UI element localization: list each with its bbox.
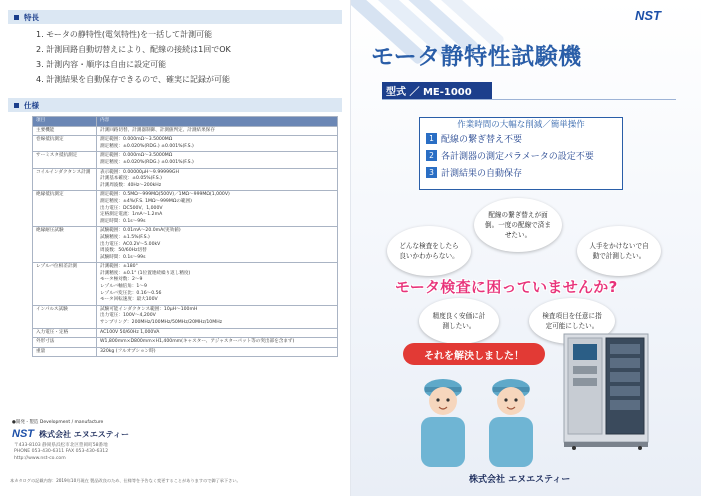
spec-line: 試験時間：0.1s～99s (100, 254, 146, 260)
spec-header-content: 内容 (97, 117, 338, 127)
spec-line: 320kg (フルオプション時) (100, 348, 156, 354)
spec-row (33, 168, 338, 191)
spec-item-content (97, 305, 338, 328)
spec-line: モータ極対数：2～9 (100, 277, 143, 283)
nst-logo: NST (12, 428, 34, 440)
spec-heading: 仕様 (24, 100, 39, 110)
feature-item: 3. 計測内容・順序は自由に設定可能 (36, 60, 167, 69)
feature-item: 2. 計測回路自動切替えにより、配線の接続は1回でOK (36, 45, 231, 54)
product-title: モータ静特性試験機 (371, 44, 582, 70)
spec-line: 測定範囲：0.000mΩ～3.5000MΩ (100, 137, 173, 143)
spec-row (33, 126, 338, 136)
spec-line: サンプリング：200MHz/100MHz/50MHz/20MHz/10MHz (100, 320, 223, 326)
model-label: 型式 ／ ME-1000 (382, 82, 492, 99)
features-list (36, 27, 336, 87)
feature-item: 1. モータの静特性(電気特性)を一括して計測可能 (36, 30, 213, 39)
spec-item-content (97, 338, 338, 348)
spec-row (33, 136, 338, 152)
concern-bubble-accuracy (419, 298, 499, 344)
nst-logo: NST (635, 8, 661, 23)
benefit-item (426, 149, 616, 162)
features-heading-bar (8, 10, 342, 24)
spec-line: レゾルバ軸倍角：1～9 (100, 284, 147, 290)
spec-row (33, 347, 338, 357)
spec-line: 計測周波数：40Hz～200kHz (100, 182, 162, 188)
benefit-number: 1 (426, 133, 437, 144)
website-link[interactable]: http://www.nst-co.com (14, 455, 66, 461)
address-line: 〒433-8103 静岡県浜松市北区豊岡町58番地 (14, 443, 108, 448)
spec-line: 周波数：50/60Hz切替 (100, 248, 147, 254)
spec-line: 出力電圧：DC500V、1,000V (100, 205, 163, 211)
company-name: 株式会社 エヌエスティー (39, 429, 129, 439)
spec-row (33, 191, 338, 227)
spec-line: 計測範囲：±180° (100, 264, 138, 270)
spec-item-name: 入力電圧・定格 (33, 328, 97, 338)
problem-banner: モータ検査に困っていませんか? (395, 278, 618, 296)
benefit-item (426, 166, 616, 179)
spec-row (33, 328, 338, 338)
spec-row (33, 263, 338, 306)
workers-illustration (403, 367, 553, 467)
spec-line: 測定精度：±0.020%(RDG.) ±0.001%(F.S.) (100, 143, 194, 149)
concern-text: 精度良く安価に計測したい。 (432, 312, 486, 330)
feature-item: 4. 計測結果を自動保存できるので、確実に記録が可能 (36, 75, 231, 84)
spec-heading-bar (8, 98, 342, 112)
spec-line: 出力電圧：100V～4,200V (100, 313, 156, 319)
spec-line: 出力電圧：AC0.2V～5.00kV (100, 241, 161, 247)
phone-line: PHONE 053-430-6311 FAX 053-430-6312 (14, 449, 109, 455)
spec-item-name: 重量 (33, 347, 97, 357)
spec-line: 測定精度：±4%(F.S. 1MΩ～999MΩの範囲) (100, 198, 192, 204)
maker-logo-block (12, 428, 129, 440)
spec-line: 試験範囲：0.01mA～20.0mA(実効値) (100, 228, 181, 234)
spec-item-content (97, 263, 338, 306)
spec-row (33, 227, 338, 263)
benefit-text: 計測結果の自動保存 (441, 169, 523, 179)
benefit-item (426, 132, 616, 145)
spec-line: 測定精度：±0.020%(RDG.) ±0.001%(F.S.) (100, 159, 194, 165)
spec-item-name: インパルス試験 (33, 305, 97, 328)
spec-line: 計測基本確度：±0.05%(F.S.) (100, 176, 162, 182)
model-underline (382, 99, 676, 100)
spec-item-name: コイルインダクタンス計測 (33, 168, 97, 191)
spec-item-content (97, 347, 338, 357)
address-block (14, 443, 108, 462)
spec-line: 測定時間：0.1s～99s (100, 218, 146, 224)
spec-line: 測定範囲：0.5MΩ～999MΩ(500V)／1MΩ～999MΩ(1,000V) (100, 192, 230, 198)
spec-row (33, 338, 338, 348)
footnote: 本カタログの記載内容：2019年10月現在 製品改良のため、仕様等を予告なく変更することがありますので御了承下さい。 (10, 478, 241, 483)
spec-line: 試験可能インダクタンス範囲：10μH～100mH (100, 306, 198, 312)
operation-benefits-heading (419, 112, 623, 130)
test-machine-image (562, 330, 652, 450)
spec-line: 定格測定電流：1mA～1.2mA (100, 212, 163, 218)
spec-item-content (97, 168, 338, 191)
operation-benefits-heading-text: 作業時間の大幅な削減／簡単操作 (453, 120, 589, 130)
spec-item-name: 絶縁耐圧試験 (33, 227, 97, 263)
spec-line: 計測精度：±0.1° (1位置連続繰り返し精度) (100, 270, 191, 276)
benefit-text: 配線の繋ぎ替え不要 (441, 135, 523, 145)
concern-bubble-automation (577, 226, 661, 276)
benefit-number: 2 (426, 150, 437, 161)
spec-line: 試験精度：±1.5%(F.S.) (100, 234, 150, 240)
spec-item-content (97, 152, 338, 168)
square-bullet-icon (14, 103, 19, 108)
concern-bubble-wiring (474, 198, 562, 252)
spec-line: 計測回路切替、計測器制御、計測値判定、計測結果保存 (100, 127, 215, 133)
spec-line: AC100V 50/60Hz 1,000VA (100, 329, 160, 335)
cover-page (351, 0, 701, 496)
spec-item-content (97, 328, 338, 338)
spec-line: モータ回転速度：最大100V (100, 297, 158, 303)
spec-line: 表示範囲：0.00000μH～9.99999GH (100, 169, 179, 175)
spec-line: 測定範囲：0.000mΩ～3.5000MΩ (100, 153, 173, 159)
solution-banner: それを解決しました！ (403, 343, 545, 365)
company-name: 株式会社 エヌエスティー (469, 475, 571, 485)
spec-header-item: 項目 (33, 117, 97, 127)
spec-page (0, 0, 350, 496)
spec-item-content (97, 227, 338, 263)
spec-item-name: 主要機能 (33, 126, 97, 136)
spec-item-name: サーミスタ抵抗測定 (33, 152, 97, 168)
features-heading: 特長 (24, 12, 39, 22)
benefit-text: 各計測器の測定パラメータの設定不要 (441, 152, 594, 162)
spec-line: W1,800mm×D800mm×H1,400mm(キャスター、アジャスターパット等の突出部を含まず) (100, 339, 295, 345)
concern-text: 配線の繋ぎ替えが面倒。一度の配線で済ませたい。 (485, 211, 551, 239)
spec-item-name: 外形寸法 (33, 338, 97, 348)
spec-table-header (33, 117, 338, 127)
spec-item-content (97, 136, 338, 152)
spec-table (32, 116, 338, 357)
spec-row (33, 152, 338, 168)
benefit-number: 3 (426, 167, 437, 178)
spec-row (33, 305, 338, 328)
spec-line: レゾルバ変圧比：0.16～0.56 (100, 290, 162, 296)
concern-text: 検査項目を任意に指定可能にしたい。 (542, 312, 602, 330)
spec-item-content (97, 191, 338, 227)
spec-item-content (97, 126, 338, 136)
spec-item-name: レゾルバ位相差計測 (33, 263, 97, 306)
concern-text: どんな検査をしたら良いかわからない。 (399, 242, 459, 260)
spec-item-name: 巻線抵抗測定 (33, 136, 97, 152)
maker-label: ●開発・製造 Development / manufacture (12, 420, 104, 425)
square-bullet-icon (14, 15, 19, 20)
spec-item-name: 絶縁抵抗測定 (33, 191, 97, 227)
concern-text: 人手をかけないで自動で計測したい。 (589, 242, 649, 260)
concern-bubble-unsure (387, 226, 471, 276)
